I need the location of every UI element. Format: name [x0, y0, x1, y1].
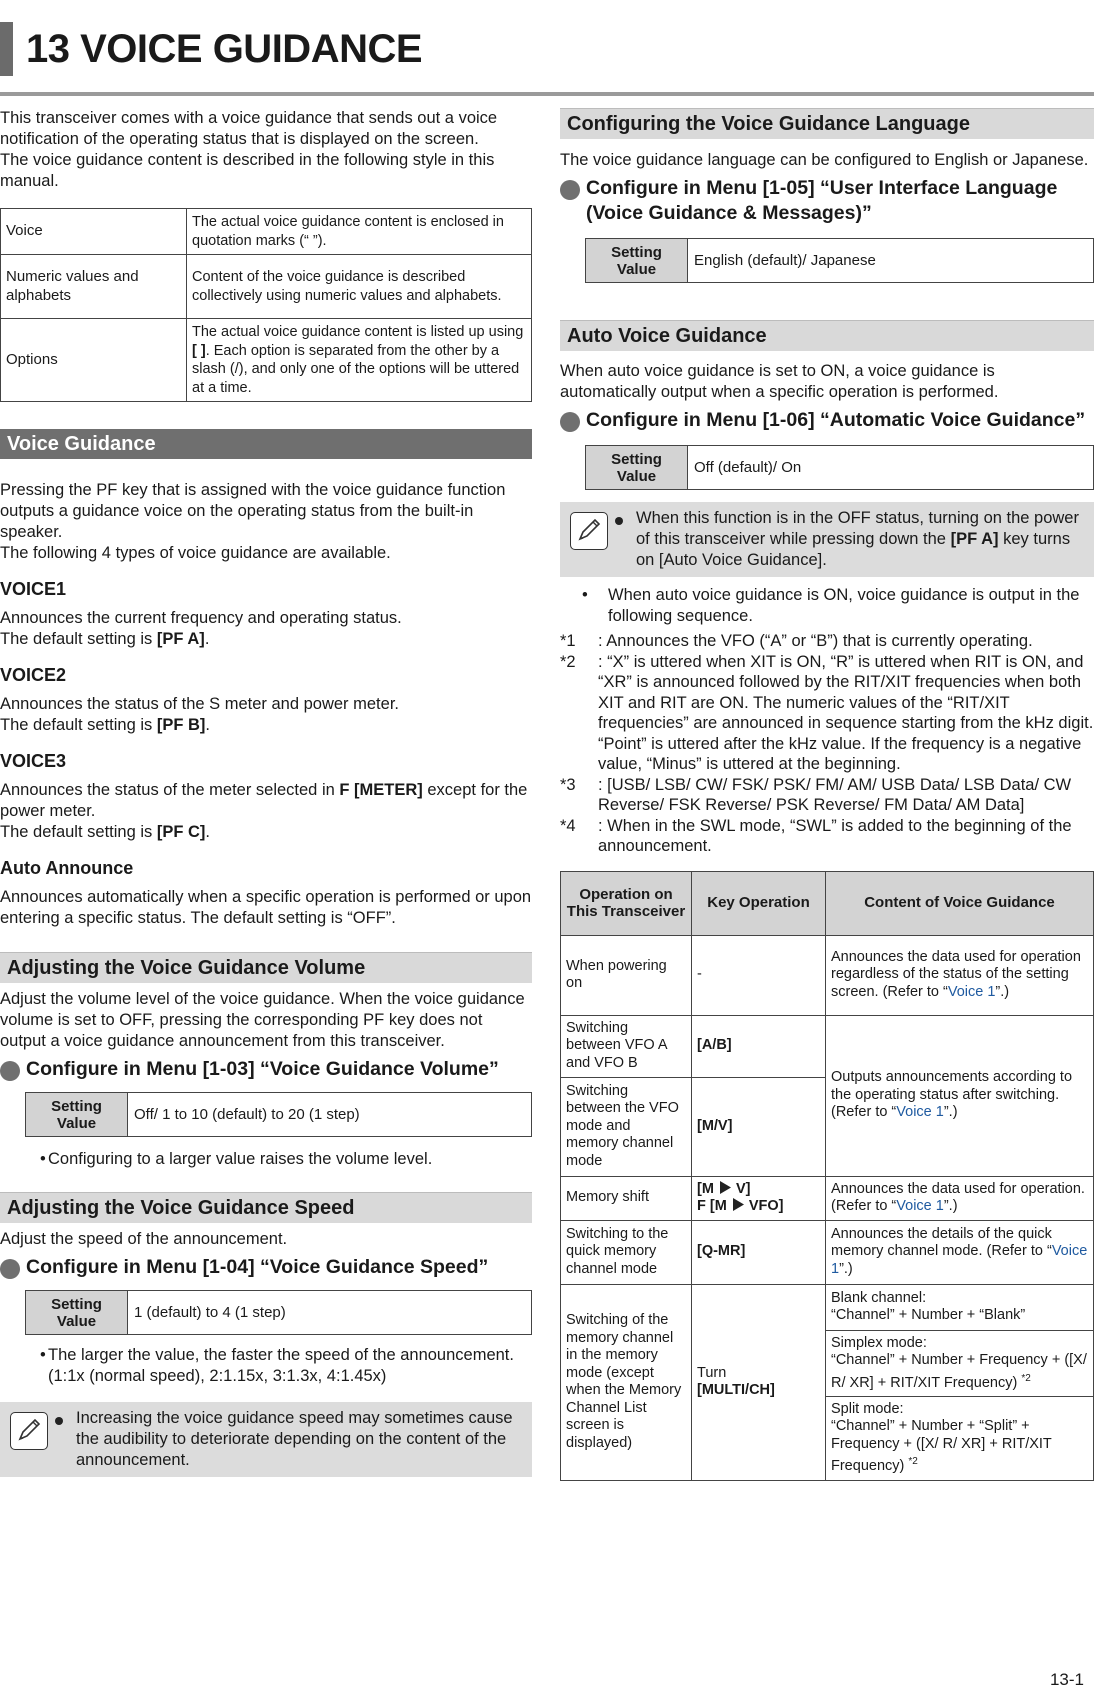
content-title: Split mode:: [831, 1400, 904, 1417]
title-accent-bar: [0, 22, 13, 76]
content-text: ”.): [995, 983, 1010, 1000]
key-line: [MULTI/CH]: [697, 1382, 775, 1399]
speed-setting-table: [25, 1290, 532, 1335]
section-heading-auto-voice: Auto Voice Guidance: [560, 320, 1094, 351]
setting-label-line: Setting: [51, 1295, 102, 1313]
bullet-circle-icon: [560, 180, 580, 200]
content-text: ”.): [943, 1198, 958, 1214]
footnote-text: : When in the SWL mode, “SWL” is added to the beginning of the announcement.: [598, 816, 1072, 855]
style-table: [0, 208, 532, 402]
table-header-row: [561, 871, 1094, 935]
op-cell: Switching between the VFO mode and memory channel mode: [561, 1077, 692, 1176]
footnote-ref: *2: [908, 1456, 918, 1468]
setting-value: Off/ 1 to 10 (default) to 20 (1 step): [128, 1093, 532, 1137]
content-text: Announces the details of the quick memory channel mode. (Refer to “: [831, 1225, 1052, 1260]
language-setting-table: [585, 238, 1094, 283]
content-cell: [826, 1176, 1094, 1220]
auto-voice-menu-heading: [560, 408, 1094, 433]
auto-voice-note-text: key turns on [Auto Voice Guidance].: [636, 530, 1071, 569]
voice1-link[interactable]: Voice 1: [947, 983, 996, 1000]
note-bullet-dot: [55, 1417, 63, 1425]
voice3-desc: [0, 780, 532, 822]
voice2-desc: Announces the status of the S meter and power meter.: [0, 695, 399, 713]
section-heading-voice-guidance: Voice Guidance: [0, 429, 532, 459]
bullet-circle-icon: [560, 412, 580, 432]
style-value: The actual voice guidance content is enclosed in quotation marks (“ ”).: [187, 209, 532, 255]
page-header: [0, 22, 1094, 98]
voice3-desc-text: Announces the status of the meter selected in: [0, 781, 340, 799]
setting-label-line: Setting: [611, 450, 662, 468]
content-title: Simplex mode:: [831, 1334, 927, 1351]
voice1-title: VOICE1: [0, 579, 67, 599]
content-text: ”.): [943, 1104, 958, 1121]
key-text: V]: [735, 1180, 751, 1197]
setting-label-line: Setting: [51, 1097, 102, 1115]
meter-key: F [METER]: [339, 781, 423, 799]
voice3-desc-text: except for the power meter.: [0, 781, 528, 820]
pencil-note-icon: [570, 512, 608, 550]
content-cell: [826, 1396, 1094, 1480]
auto-voice-desc: When auto voice guidance is set to ON, a voice guidance is automatically output when a specific operation is performed.: [560, 362, 999, 401]
speed-bullet: [0, 1345, 532, 1387]
volume-setting-table: [25, 1092, 532, 1137]
default-key: [PF A]: [156, 630, 205, 648]
auto-announce-desc: Announces automatically when a specific operation is performed or upon entering a specific status. The default setting is “OFF”.: [0, 888, 532, 927]
default-key: [PF B]: [156, 716, 206, 734]
setting-value: 1 (default) to 4 (1 step): [128, 1291, 532, 1335]
style-value: [187, 319, 532, 402]
bullet-circle-icon: [0, 1259, 20, 1279]
language-menu-heading: [560, 176, 1094, 226]
default-suffix: .: [205, 716, 211, 734]
content-text: Outputs announcements according to the operating status after switching. (Refer to “: [831, 1069, 1073, 1121]
footnote-mark: *2: [560, 652, 576, 671]
default-suffix: .: [204, 630, 210, 648]
style-value: Content of the voice guidance is described collectively using numeric values and alphabets.: [187, 255, 532, 319]
default-key: [PF C]: [156, 823, 206, 841]
key-cell: [A/B]: [692, 1015, 826, 1077]
key-cell: [692, 1284, 826, 1480]
setting-value: English (default)/ Japanese: [688, 239, 1094, 283]
key-cell: -: [692, 935, 826, 1015]
op-cell: When powering on: [561, 935, 692, 1015]
column-header: Content of Voice Guidance: [826, 871, 1094, 935]
style-value-bracket: [ ]: [192, 342, 206, 359]
volume-menu-heading: [0, 1057, 532, 1082]
auto-voice-note-text: When this function is in the OFF status, turning on the power of this transceiver while pressing down the: [636, 509, 1079, 548]
default-suffix: .: [205, 823, 211, 841]
auto-voice-setting-table: [585, 445, 1094, 490]
voice2-title: VOICE2: [0, 665, 67, 685]
table-row: [26, 1291, 532, 1335]
setting-label: [26, 1093, 128, 1137]
voice3-title: VOICE3: [0, 751, 67, 771]
footnote-ref: *2: [1021, 1372, 1031, 1384]
key-line: Turn: [697, 1364, 727, 1381]
setting-label-line: Value: [56, 1312, 97, 1330]
column-header: Operation on This Transceiver: [561, 871, 692, 935]
title-rule: [0, 92, 1094, 96]
setting-label-line: Value: [616, 467, 657, 485]
footnote-text: : [USB/ LSB/ CW/ FSK/ PSK/ FM/ AM/ USB Data/ LSB Data/ CW Reverse/ FSK Reverse/ PSK Reverse/ FM Data/ AM Data]: [598, 775, 1072, 814]
note-bullet-dot: [615, 517, 623, 525]
right-arrow-icon: [718, 1181, 732, 1194]
footnote-item: [560, 816, 1094, 857]
style-value-text: The actual voice guidance content is listed up using: [192, 324, 524, 340]
table-row: [26, 1093, 532, 1137]
language-menu-text: Configure in Menu [1-05] “User Interface Language (Voice Guidance & Messages)”: [586, 177, 1058, 224]
column-header: Key Operation: [692, 871, 826, 935]
voice3-default: [0, 822, 532, 843]
table-row: [561, 1284, 1094, 1330]
table-row: [561, 1176, 1094, 1220]
default-label: The default setting is: [0, 716, 157, 734]
volume-desc: Adjust the volume level of the voice guidance. When the voice guidance volume is set to OFF, pressing the corresponding PF key does not output a voice guidance announcement from this transceiver.: [0, 990, 525, 1050]
voice2-default: [0, 715, 532, 736]
content-cell: [826, 1220, 1094, 1284]
content-text: Announces the data used for operation regardless of the status of the setting screen. (Refer to “: [831, 948, 1081, 1000]
volume-bullet: [0, 1149, 532, 1170]
setting-label-line: Setting: [611, 243, 662, 261]
setting-value: Off (default)/ On: [688, 446, 1094, 490]
key-text: [M: [697, 1180, 714, 1197]
auto-announce-title: Auto Announce: [0, 858, 134, 878]
key-line: [697, 1198, 820, 1216]
key-cell: [692, 1176, 826, 1220]
auto-voice-note: [560, 502, 1094, 577]
key-text: VFO]: [748, 1198, 784, 1214]
content-text: “Channel” + Number + Frequency + ([X/ R/ XR] + RIT/XIT Frequency): [831, 1352, 1087, 1391]
volume-menu-text: Configure in Menu [1-03] “Voice Guidance Volume”: [26, 1058, 499, 1080]
table-row: [1, 255, 532, 319]
voice1-default: [0, 629, 532, 650]
setting-label-line: Value: [56, 1114, 97, 1132]
volume-bullet-text: Configuring to a larger value raises the volume level.: [48, 1150, 433, 1168]
right-arrow-icon: [731, 1198, 745, 1211]
page-number: 13-1: [1049, 1670, 1084, 1689]
style-value-text: . Each option is separated from the other by a slash (/), and only one of the options will be uttered at a time.: [192, 342, 520, 396]
footnote-item: [560, 775, 1094, 816]
content-text: “Channel” + Number + “Split” + Frequency + ([X/ R/ XR] + RIT/XIT Frequency): [831, 1418, 1052, 1475]
voice1-link[interactable]: Voice 1: [896, 1104, 944, 1121]
speed-menu-text: Configure in Menu [1-04] “Voice Guidance Speed”: [26, 1256, 489, 1278]
op-cell: Switching to the quick memory channel mode: [561, 1220, 692, 1284]
section-heading-speed: Adjusting the Voice Guidance Speed: [0, 1192, 532, 1223]
footnote-mark: *1: [560, 632, 576, 650]
section-heading-language: Configuring the Voice Guidance Language: [560, 108, 1094, 139]
content-text: “Channel” + Number + “Blank”: [831, 1307, 1026, 1323]
table-row: [1, 209, 532, 255]
op-cell: Memory shift: [561, 1176, 692, 1220]
voice-guidance-desc-2: The following 4 types of voice guidance are available.: [0, 544, 391, 562]
voice1-desc: Announces the current frequency and operating status.: [0, 609, 402, 627]
table-row: [561, 1220, 1094, 1284]
setting-label: [26, 1291, 128, 1335]
content-cell: [826, 1015, 1094, 1176]
left-column: [0, 108, 532, 1477]
bullet-marker: •: [40, 1150, 46, 1168]
key-cell: [Q-MR]: [692, 1220, 826, 1284]
auto-voice-bullet: [560, 585, 1094, 627]
op-cell: Switching of the memory channel in the memory mode (except when the Memory Channel List screen is displayed): [561, 1284, 692, 1480]
speed-menu-heading: [0, 1255, 532, 1280]
setting-label: [586, 446, 688, 490]
content-text: Announces the data used for operation. (Refer to “: [831, 1180, 1085, 1214]
voice1-link[interactable]: Voice 1: [896, 1198, 944, 1214]
speed-desc: Adjust the speed of the announcement.: [0, 1230, 288, 1248]
content-title: Blank channel:: [831, 1289, 927, 1306]
language-desc: The voice guidance language can be configured to English or Japanese.: [560, 151, 1089, 169]
footnote-text: : Announces the VFO (“A” or “B”) that is currently operating.: [598, 632, 1033, 650]
content-cell: [826, 1330, 1094, 1396]
operations-table: [560, 871, 1094, 1481]
auto-voice-menu-text: Configure in Menu [1-06] “Automatic Voice Guidance”: [586, 409, 1086, 431]
intro-paragraph-1: This transceiver comes with a voice guidance that sends out a voice notification of the operating status that is displayed on the screen.: [0, 109, 498, 148]
bullet-marker: •: [40, 1346, 46, 1364]
table-row: [561, 1015, 1094, 1077]
setting-label-line: Value: [616, 260, 657, 278]
voice1-link[interactable]: Voice 1: [831, 1243, 1088, 1277]
bullet-circle-icon: [0, 1061, 20, 1081]
table-row: [561, 935, 1094, 1015]
setting-label: [586, 239, 688, 283]
footnote-mark: *4: [560, 816, 576, 835]
default-label: The default setting is: [0, 630, 157, 648]
auto-voice-bullet-text: When auto voice guidance is ON, voice guidance is output in the following sequence.: [608, 586, 1080, 625]
key-line: [697, 1181, 820, 1199]
footnote-list: [560, 631, 1094, 857]
style-key: Options: [1, 319, 187, 402]
default-label: The default setting is: [0, 823, 157, 841]
speed-note-text: Increasing the voice guidance speed may sometimes cause the audibility to deteriorate depending on the content of the announcement.: [76, 1409, 513, 1469]
content-cell: [826, 935, 1094, 1015]
key-text: F [M: [697, 1198, 727, 1214]
table-row: [1, 319, 532, 402]
content-text: ”.): [839, 1260, 853, 1277]
op-cell: Switching between VFO A and VFO B: [561, 1015, 692, 1077]
footnote-text: : “X” is uttered when XIT is ON, “R” is uttered when RIT is ON, and “XR” is announced followed by the RIT/XIT frequencies when both XIT and RIT are ON. The numeric values of the “RIT/XIT frequencies” are announced in sequence starting from the kHz digit. “Point” is uttered after the kHz value. If the frequency is a negative value, “Minus” is uttered at the beginning.: [598, 652, 1094, 773]
footnote-item: [560, 631, 1094, 652]
pencil-note-icon: [10, 1412, 48, 1450]
section-heading-volume: Adjusting the Voice Guidance Volume: [0, 952, 532, 983]
bullet-marker: •: [582, 586, 588, 604]
footnote-mark: *3: [560, 775, 576, 794]
style-key: Numeric values and alphabets: [1, 255, 187, 319]
pf-a-key: [PF A]: [950, 530, 999, 548]
table-row: [586, 239, 1094, 283]
table-row: [586, 446, 1094, 490]
right-column: [560, 108, 1094, 1481]
speed-bullet-text: The larger the value, the faster the speed of the announcement. (1:1x (normal speed), 2:1.15x, 3:1.3x, 4:1.45x): [48, 1346, 514, 1385]
speed-note: [0, 1402, 532, 1477]
voice-guidance-desc-1: Pressing the PF key that is assigned with the voice guidance function outputs a guidance voice on the operating status from the built-in speaker.: [0, 481, 506, 541]
intro-paragraph-2: The voice guidance content is described in the following style in this manual.: [0, 151, 495, 190]
key-cell: [M/V]: [692, 1077, 826, 1176]
footnote-item: [560, 652, 1094, 775]
content-cell: [826, 1284, 1094, 1330]
style-key: Voice: [1, 209, 187, 255]
page-title: 13 VOICE GUIDANCE: [26, 27, 423, 71]
